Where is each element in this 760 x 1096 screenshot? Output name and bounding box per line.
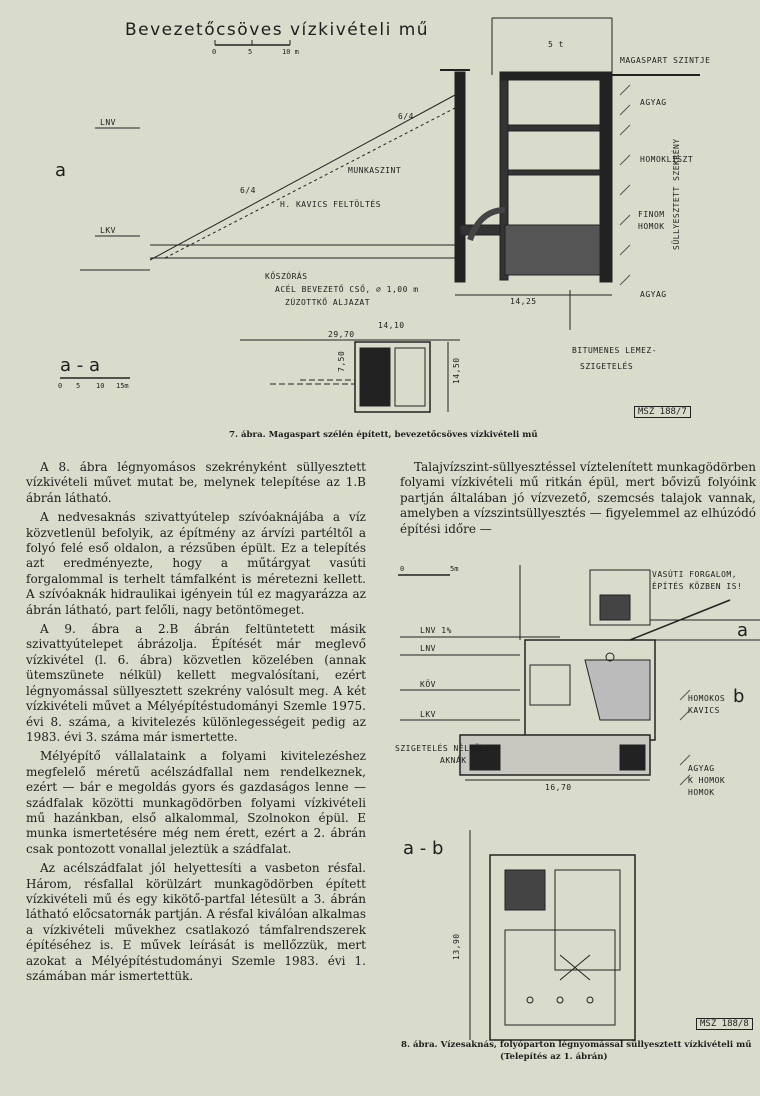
work-level-label: MUNKASZINT <box>348 166 402 175</box>
bitumen-label-1: BITUMENES LEMEZ- <box>572 346 658 355</box>
fig8-section-b: b <box>733 686 745 707</box>
sunk-caisson-label: SÜLLYESZTETT SZEKRÉNY <box>672 138 681 250</box>
paragraph-4: Mélyépítő vállalataink a folyami kivitelezéshez megfelelő méretű acélszádfallal nem rendelkeznek, ezért — bár e megoldás gyors és gazdaságos lenne — szádfalak közötti munkagödörben folyami vízkivételi mű hazánkban, első alkalommal, Szolnokon épül. E munka ismertetésére még nem érett, ezért a 2. ábrán csak pontozott vonallal jeleztük a szádfalat. <box>26 749 366 856</box>
figure-7-title: Bevezetőcsöves vízkivételi mű <box>125 20 430 40</box>
fig8-lkv-label: LKV <box>420 710 436 719</box>
fig8-sand-label: HOMOK <box>688 788 715 797</box>
lnv-label: LNV <box>100 118 116 127</box>
fig8-section-ab-label: a - b <box>403 838 444 859</box>
fig8-section-a: a <box>737 620 749 641</box>
fig8-clay-sand-label: K HOMOK <box>688 776 726 785</box>
figure-7-caption: 7. ábra. Magaspart szélén épített, bevezetőcsöves vízkivételi mű <box>229 430 538 440</box>
no-insulation-label-2: AKNÁK <box>440 756 467 765</box>
clay-label-1: AGYAG <box>640 98 667 107</box>
msz-188-8-label: MSZ 188/8 <box>696 1018 753 1030</box>
fig8-dim-width: 16,70 <box>545 783 572 792</box>
silt-label: HOMOKLISZT <box>640 155 694 164</box>
fig8-lnv1-label: LNV 1% <box>420 626 452 635</box>
plan-scale-10: 10 <box>96 382 105 390</box>
lkv-label: LKV <box>100 226 116 235</box>
riprap-label: KŐSZÓRÁS <box>265 272 308 281</box>
fig8-lnv-label: LNV <box>420 644 436 653</box>
plan-scale-0: 0 <box>58 382 63 390</box>
dim-width-label: 14,25 <box>510 297 537 306</box>
bed-label: ZÚZOTTKŐ ALJAZAT <box>285 298 371 307</box>
sandy-gravel-label-1: HOMOKOS <box>688 694 726 703</box>
slope-label-1: 6/4 <box>398 112 414 121</box>
fig8-dim-height: 13,90 <box>452 933 461 960</box>
no-insulation-label-1: SZIGETELÉS NÉLKÜLI <box>395 744 491 753</box>
fig8-kov-label: KÖV <box>420 680 436 689</box>
sandy-gravel-label-2: KAVICS <box>688 706 720 715</box>
dim-plan-b: 14,10 <box>378 321 405 330</box>
paragraph-3: A 9. ábra a 2.B ábrán feltüntetett másik szivattyútelepet ábrázolja. Építését már meglevő vízkivétel (l. 6. ábra) közvetlen közelében (annak ütemszünete nélkül) kellett megvalósítani, ezért légnyomással süllyesztett szekrény valósult meg. A két vízkivételi művet a Mélyépítéstudományi Szemle 1975. évi 8. száma, a kivitelezés különlegességeit pedig az 1983. évi 3. száma már ismertette. <box>26 622 366 744</box>
dim-plan-d: 14,50 <box>452 357 461 384</box>
section-aa-label: a - a <box>60 355 100 376</box>
scale-label-0: 0 <box>212 48 217 56</box>
load-label: 5 t <box>548 40 564 49</box>
fine-sand-label-2: HOMOK <box>638 222 665 231</box>
bank-level-label: MAGASPART SZINTJE <box>620 56 711 65</box>
slope-label-2: 6/4 <box>240 186 256 195</box>
scale-label-10: 10 m <box>282 48 299 56</box>
clay-label-2: AGYAG <box>640 290 667 299</box>
fig8-scale-5m: 5m <box>450 565 459 573</box>
msz-188-7-label: MSZ 188/7 <box>634 406 691 418</box>
paragraph-1: A 8. ábra légnyomásos szekrényként süllyesztett vízkivételi művet mutat be, melynek telepítése az 1.B ábrán látható. <box>26 460 366 505</box>
dim-plan-a: 29,70 <box>328 330 355 339</box>
rail-traffic-label-2: ÉPÍTÉS KÖZBEN IS! <box>652 582 743 591</box>
figure-8-caption-2: (Telepítés az 1. ábrán) <box>500 1052 608 1062</box>
fill-label: H. KAVICS FELTÖLTÉS <box>280 200 382 209</box>
plan-scale-5: 5 <box>76 382 81 390</box>
figure-8-caption: 8. ábra. Vízesaknás, folyóparton légnyomással süllyesztett vízkivételi mű <box>401 1040 752 1050</box>
right-paragraph: Talajvízszint-süllyesztéssel víztelenített munkagödörben folyami vízkivételi mű ritkán épül, mert bővizű folyóink partján általában jó vízvezető, szemcsés talajok vannak, amelyben a vízszintsüllyesztés — figyelemmel az elhúzódó építési időre — <box>400 460 756 536</box>
plan-scale-15: 15m <box>116 382 129 390</box>
fig8-clay-label: AGYAG <box>688 764 715 773</box>
scale-label-5: 5 <box>248 48 253 56</box>
paragraph-2: A nedvesaknás szivattyútelep szívóaknájába a víz közvetlenül befolyik, az építmény az árvízi partéltől a folyó felé eső oldalon, a rézsűben épült. Ez a telepítés azt eredményezte, hogy a műtárgyat vasúti forgalommal is terhelt támfalként is méretezni kellett. A szívóaknák hidraulikai igényein túl ez magyarázza az ábrán látható, part felőli, nagy betöntömeget. <box>26 510 366 617</box>
fine-sand-label-1: FINOM <box>638 210 665 219</box>
rail-traffic-label: VASÚTI FORGALOM, <box>652 570 738 579</box>
bitumen-label-2: SZIGETELÉS <box>580 362 634 371</box>
pipe-label: ACÉL BEVEZETŐ CSŐ, ∅ 1,00 m <box>275 285 419 294</box>
section-a-marker: a <box>55 160 67 181</box>
paragraph-5: Az acélszádfalat jól helyettesíti a vasbeton résfal. Három, résfallal körülzárt munkagödörben épített vízkivételi mű és egy kikötő-partfal létesült a 3. ábrán látható előcsatornák partján. A résfal kiválóan alkalmas a vízkivételi művekhez csatlakozó támfalrendszerek építéséhez is. E művek leírását is mellőzzük, mert azokat a Mélyépítéstudományi Szemle 1983. évi 1. számában már ismertettük. <box>26 861 366 983</box>
dim-plan-c: 7,50 <box>337 350 346 372</box>
fig8-scale-0: 0 <box>400 565 405 573</box>
